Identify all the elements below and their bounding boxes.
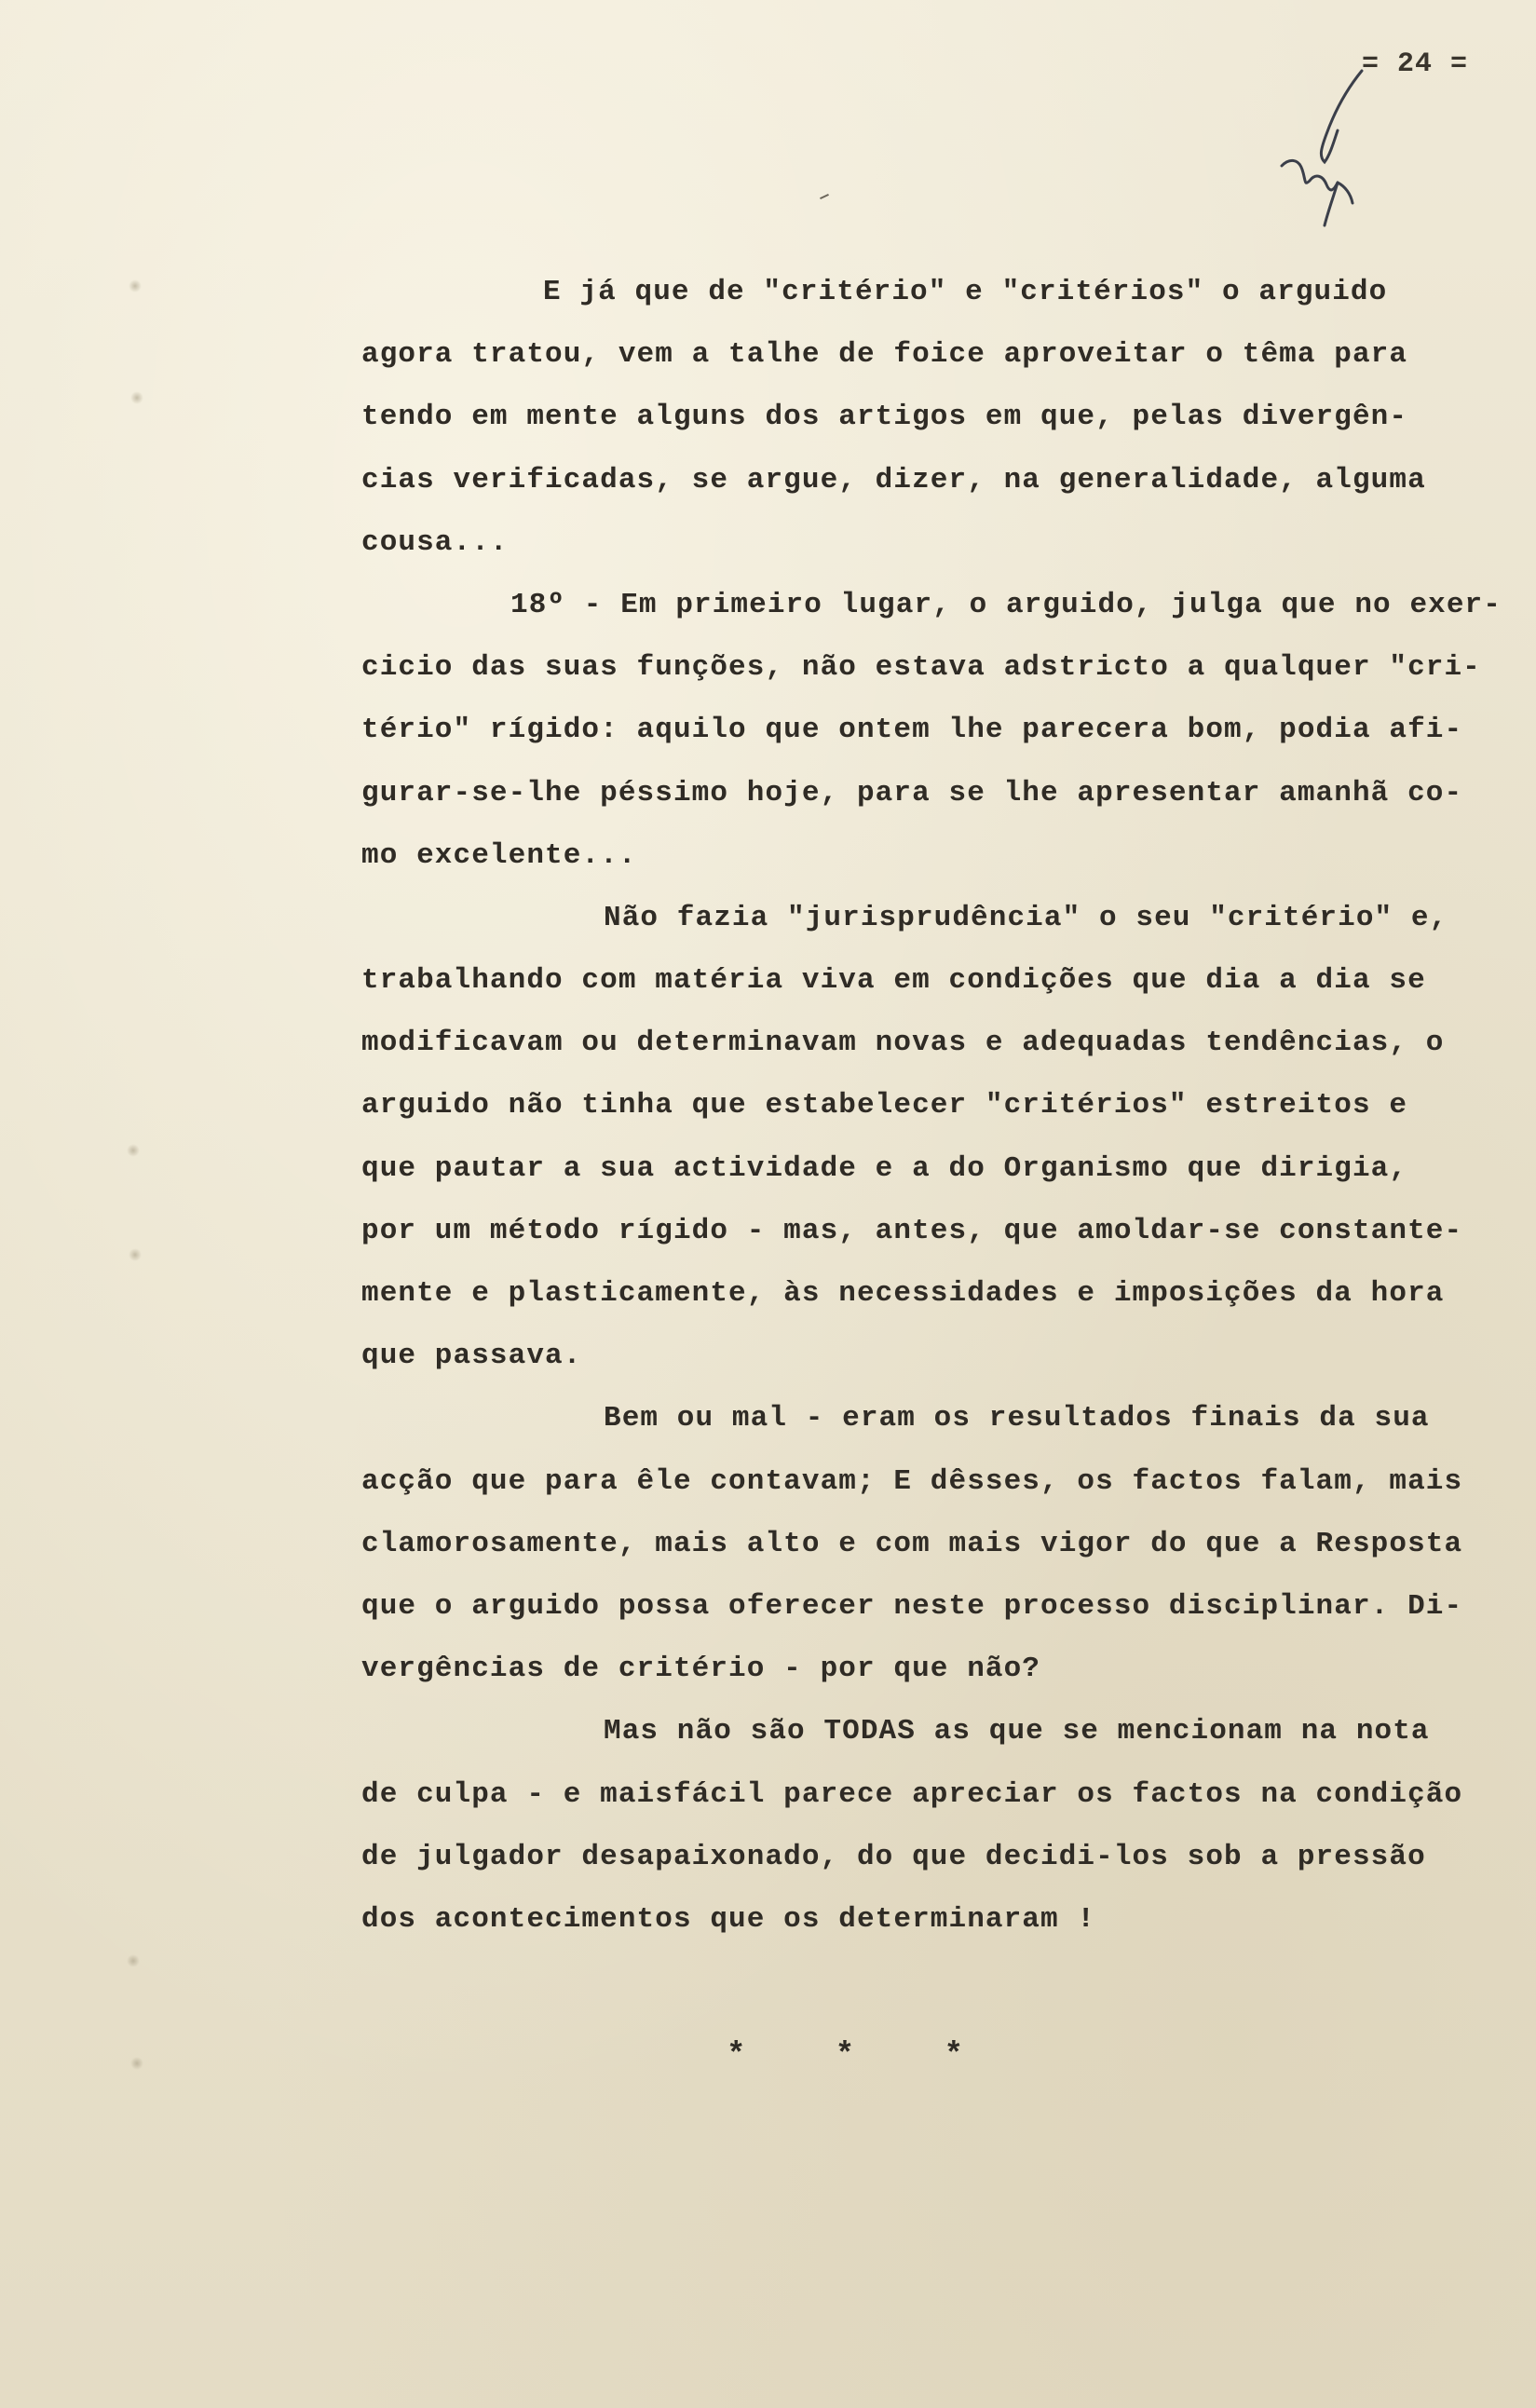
punch-hole — [130, 391, 143, 404]
page-number: = 24 = — [1362, 48, 1469, 80]
paragraph-line: mo excelente... — [361, 838, 637, 872]
paragraph-line: E já que de "critério" e "critérios" o arguido — [543, 276, 1388, 308]
paragraph-line: cias verificadas, se argue, dizer, na generalidade, alguma — [361, 463, 1426, 497]
paragraph-line: tendo em mente alguns dos artigos em que, pelas divergên- — [361, 401, 1408, 434]
paragraph-line: agora tratou, vem a talhe de foice aproveitar o têma para — [361, 338, 1408, 372]
paragraph-line: Não fazia "jurisprudência" o seu "critério" e, — [604, 901, 1448, 934]
pen-mark — [820, 194, 829, 199]
paragraph-line: de julgador desapaixonado, do que decidi-los sob a pressão — [361, 1840, 1426, 1873]
paragraph-line: cicio das suas funções, não estava adstricto a qualquer "cri- — [361, 651, 1481, 685]
handwritten-initials-signature — [1248, 65, 1472, 252]
paragraph-line: gurar-se-lhe péssimo hoje, para se lhe apresentar amanhã co- — [361, 776, 1463, 809]
paragraph-line: de culpa - e maisfácil parece apreciar os factos na condição — [361, 1777, 1463, 1811]
paragraph-line: dos acontecimentos que os determinaram ! — [361, 1902, 1096, 1936]
paragraph-line: Mas não são TODAS as que se mencionam na nota — [604, 1715, 1430, 1748]
typed-body-text — [361, 261, 1502, 1951]
paragraph-line: acção que para êle contavam; E dêsses, os factos falam, mais — [361, 1464, 1463, 1498]
paragraph-line: mente e plasticamente, às necessidades e imposições da hora — [361, 1277, 1445, 1310]
paragraph-line: tério" rígido: aquilo que ontem lhe parecera bom, podia afi- — [361, 714, 1463, 747]
paragraph-line: por um método rígido - mas, antes, que amoldar-se constante- — [361, 1214, 1463, 1247]
paragraph-line: trabalhando com matéria viva em condições que dia a dia se — [361, 964, 1426, 998]
punch-hole — [129, 1248, 142, 1261]
paragraph-line: modificavam ou determinavam novas e adequadas tendências, o — [361, 1027, 1445, 1060]
paragraph-line: Bem ou mal - eram os resultados finais da sua — [604, 1402, 1430, 1435]
punch-hole — [129, 279, 142, 292]
paragraph-line: clamorosamente, mais alto e com mais vigor do que a Resposta — [361, 1527, 1463, 1560]
paragraph-line: vergências de critério - por que não? — [361, 1653, 1041, 1686]
punch-hole — [127, 1144, 140, 1157]
punch-hole — [130, 2057, 143, 2070]
section-separator: * * * — [727, 2038, 999, 2074]
paragraph-line: cousa... — [361, 525, 509, 559]
paragraph-line: arguido não tinha que estabelecer "critérios" estreitos e — [361, 1089, 1408, 1122]
paragraph-line: que passava. — [361, 1340, 582, 1373]
punch-hole — [127, 1954, 140, 1967]
paragraph-line: 18º - Em primeiro lugar, o arguido, julga que no exer- — [510, 588, 1502, 621]
paragraph-line: que o arguido possa oferecer neste processo disciplinar. Di- — [361, 1589, 1463, 1623]
paragraph-line: que pautar a sua actividade e a do Organismo que dirigia, — [361, 1151, 1408, 1185]
